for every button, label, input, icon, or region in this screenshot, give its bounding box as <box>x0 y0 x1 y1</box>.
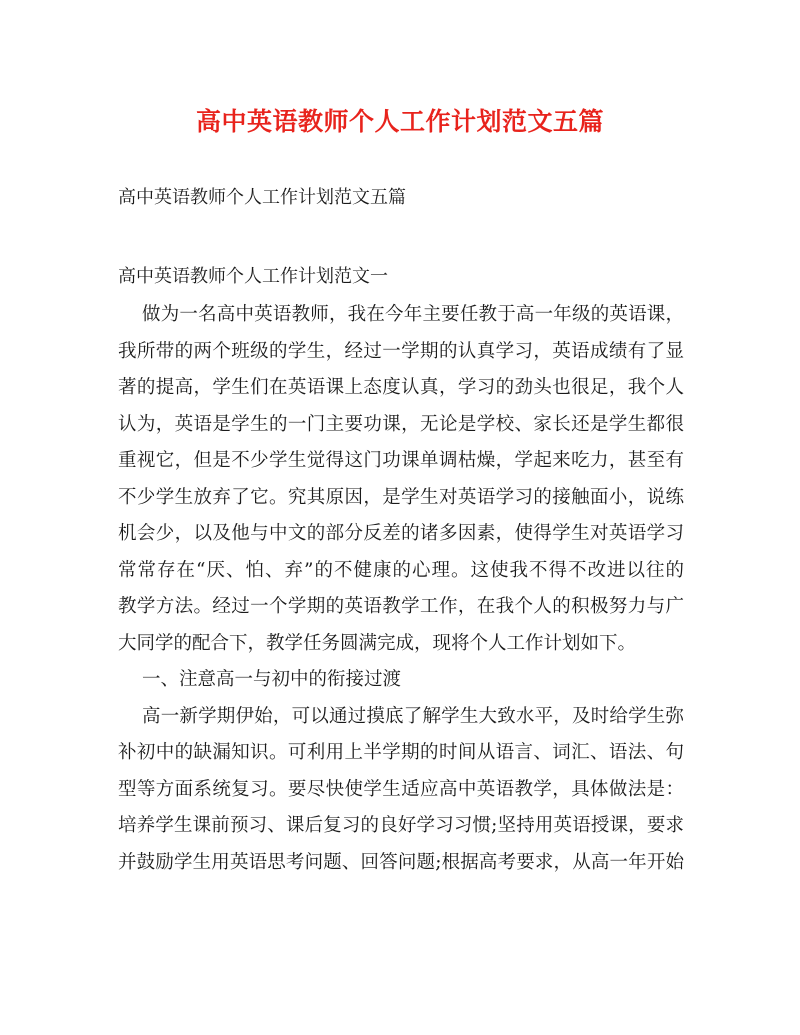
paragraph-line: 做为一名高中英语教师，我在今年主要任教于高一年级的英语课， <box>142 304 684 325</box>
body-text <box>118 297 684 881</box>
section-heading: 高中英语教师个人工作计划范文一 <box>118 266 388 287</box>
subsection-heading: 一、注意高一与初中的衔接过渡 <box>142 669 402 690</box>
document-subtitle: 高中英语教师个人工作计划范文五篇 <box>118 187 406 208</box>
paragraph-line: 培养学生课前预习、课后复习的良好学习习惯;坚持用英语授课，要求 <box>118 815 684 836</box>
paragraph-line: 并鼓励学生用英语思考问题、回答问题;根据高考要求，从高一年开始 <box>118 851 684 873</box>
paragraph-line: 认为，英语是学生的一门主要功课，无论是学校、家长还是学生都很 <box>118 413 684 435</box>
paragraph-line: 机会少，以及他与中文的部分反差的诸多因素，使得学生对英语学习 <box>118 523 684 544</box>
paragraph-line: 大同学的配合下，教学任务圆满完成，现将个人工作计划如下。 <box>118 632 637 654</box>
paragraph-line: 不少学生放弃了它。究其原因，是学生对英语学习的接触面小，说练 <box>118 486 684 508</box>
document-title: 高中英语教师个人工作计划范文五篇 <box>195 107 604 136</box>
paragraph-line: 重视它，但是不少学生觉得这门功课单调枯燥，学起来吃力，甚至有 <box>118 450 684 471</box>
paragraph-line: 教学方法。经过一个学期的英语教学工作，在我个人的积极努力与广 <box>118 596 684 617</box>
paragraph-line: 常常存在“厌、怕、弃”的不健康的心理。这使我不得不改进以往的 <box>118 559 684 581</box>
paragraph-line: 我所带的两个班级的学生，经过一学期的认真学习，英语成绩有了显 <box>118 340 684 362</box>
paragraph-line: 高一新学期伊始，可以通过摸底了解学生大致水平，及时给学生弥 <box>142 705 684 727</box>
paragraph-line: 型等方面系统复习。要尽快使学生适应高中英语教学，具体做法是： <box>118 778 684 800</box>
paragraph-line: 补初中的缺漏知识。可利用上半学期的时间从语言、词汇、语法、句 <box>118 742 684 763</box>
paragraph-line: 著的提高，学生们在英语课上态度认真，学习的劲头也很足，我个人 <box>118 377 684 398</box>
